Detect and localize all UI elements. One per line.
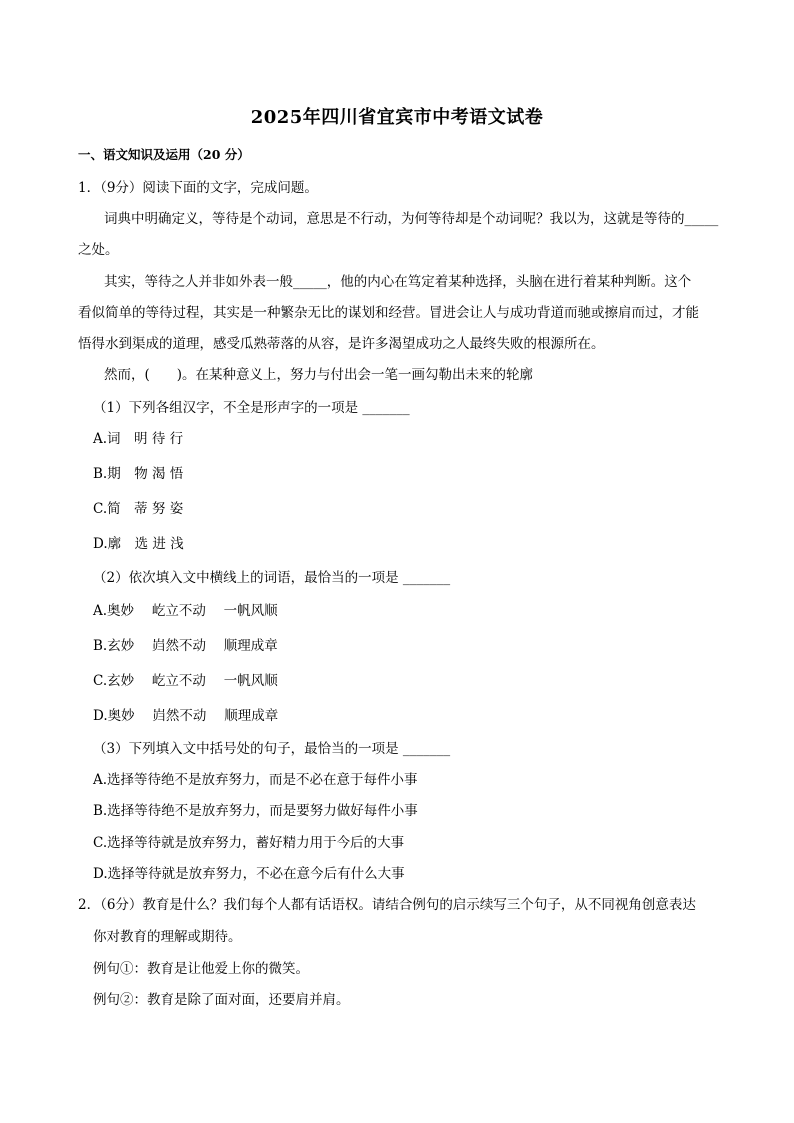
option-d: D.选择等待就是放弃努力，不必在意今后有什么大事 [93,866,405,882]
option-a: A.选择等待绝不是放弃努力，而是不必在意于每件小事 [93,772,418,788]
subquestion-1-stem: （1）下列各组汉字，不全是形声字的一项是 _______ [93,400,410,416]
option-b: B.选择等待绝不是放弃努力，而是要努力做好每件小事 [93,803,418,819]
option-c: C.选择等待就是放弃努力，蓄好精力用于今后的大事 [93,835,405,851]
passage-line: 看似简单的等待过程，其实是一种繁杂无比的谋划和经营。冒进会让人与成功背道而驰或擦肩而过，才能 [78,305,699,321]
option-c: C.玄妙 屹立不动 一帆风顺 [93,673,278,689]
passage-line: 悟得水到渠成的道理，感受瓜熟蒂落的从容，是许多渴望成功之人最终失败的根源所在。 [78,336,605,352]
question-1-stem: 1．（9分）阅读下面的文字，完成问题。 [78,180,318,196]
option-b: B.期 物 渴 悟 [93,466,184,482]
passage-line: 其实，等待之人并非如外表一般_____，他的内心在笃定着某种选择，头脑在进行着某种判断。这个 [104,274,692,290]
example-sentence-2: 例句②：教育是除了面对面，还要肩并肩。 [93,992,350,1008]
passage-line: 词典中明确定义，等待是个动词，意思是不行动，为何等待却是个动词呢？我以为，这就是等待的_____ [104,211,719,227]
question-2-stem: 2．（6分）教育是什么？我们每个人都有话语权。请结合例句的启示续写三个句子，从不同视角创意表达 [78,897,696,913]
subquestion-2-stem: （2）依次填入文中横线上的词语，最恰当的一项是 _______ [93,570,451,586]
page-title: 2025年四川省宜宾市中考语文试卷 [250,107,544,128]
option-d: D.奥妙 岿然不动 顺理成章 [93,708,279,724]
question-2-stem-cont: 你对教育的理解或期待。 [93,929,242,945]
option-a: A.词 明 待 行 [93,431,184,447]
option-d: D.廓 选 进 浅 [93,536,184,552]
section-heading: 一、语文知识及运用（20 分） [78,147,250,162]
option-c: C.简 蒂 努 姿 [93,501,184,517]
option-a: A.奥妙 屹立不动 一帆风顺 [93,603,278,619]
subquestion-3-stem: （3）下列填入文中括号处的句子，最恰当的一项是 _______ [93,741,451,757]
passage-line: 然而，( )。在某种意义上，努力与付出会一笔一画勾勒出未来的轮廓 [104,367,534,383]
option-b: B.玄妙 岿然不动 顺理成章 [93,638,278,654]
example-sentence-1: 例句①：教育是让他爱上你的微笑。 [93,961,309,977]
passage-line: 之处。 [78,242,119,258]
